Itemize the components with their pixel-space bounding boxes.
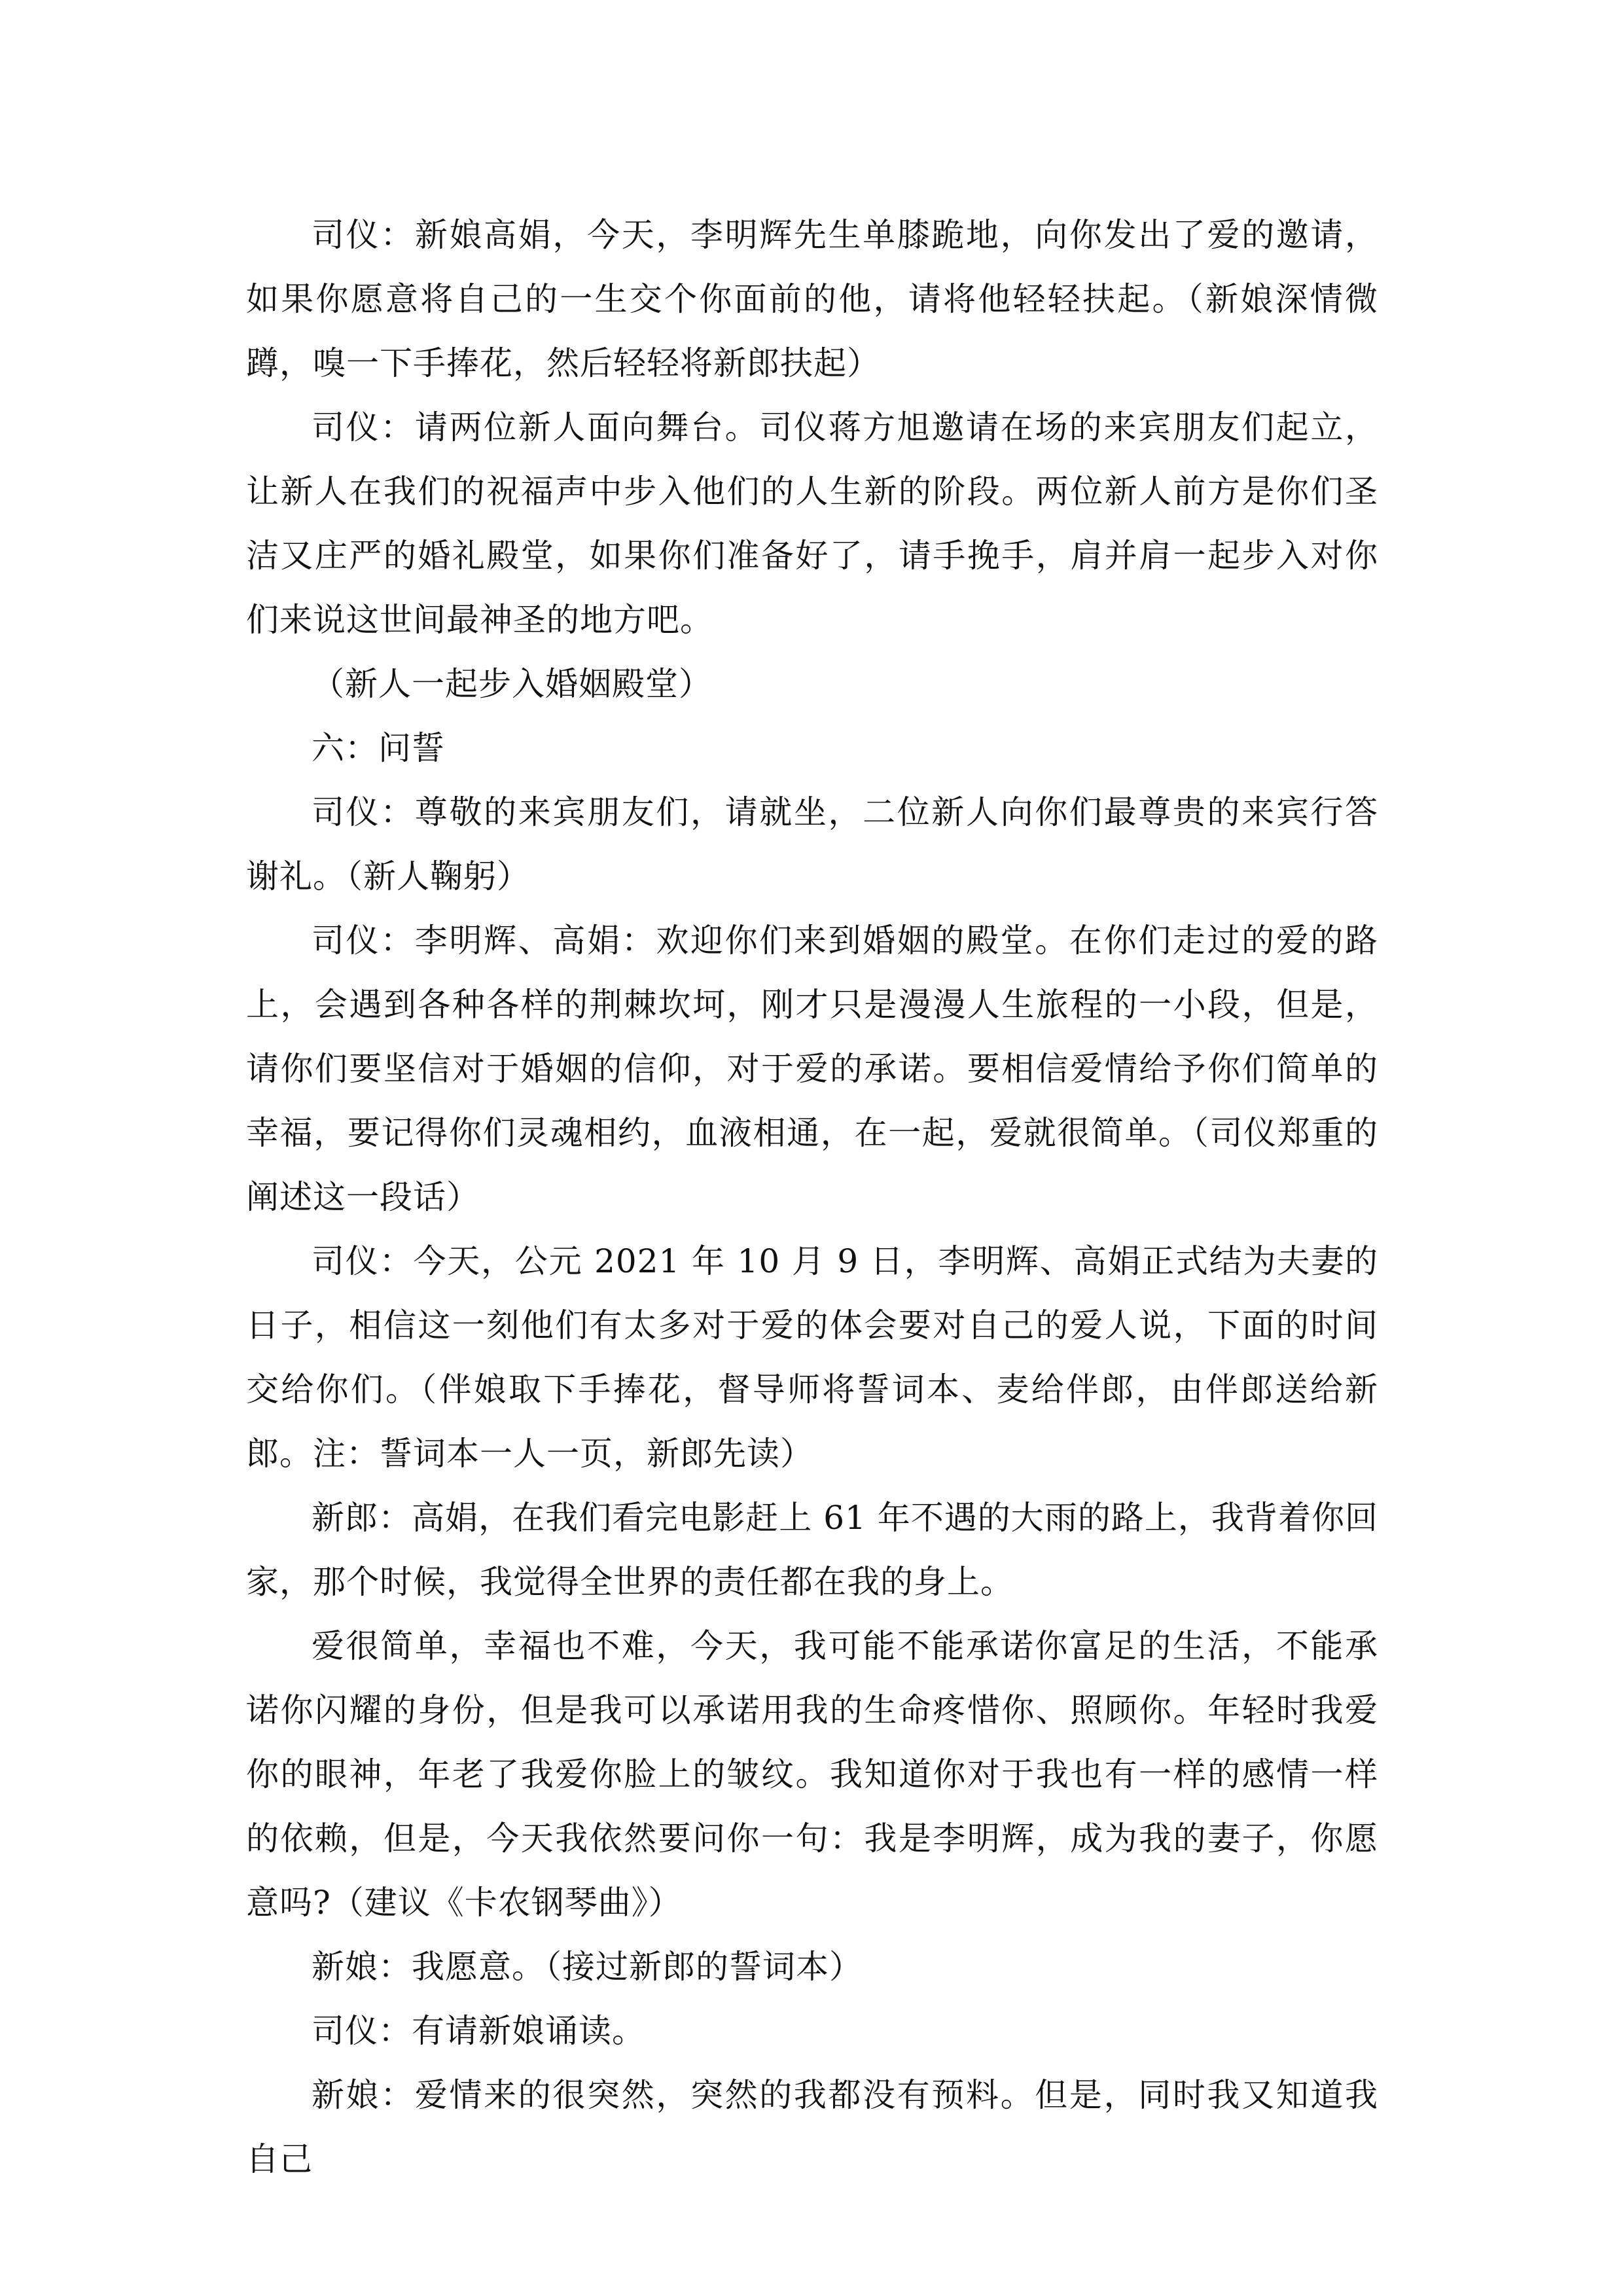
paragraph-welcome-couple: 司仪：李明辉、高娟：欢迎你们来到婚姻的殿堂。在你们走过的爱的路上，会遇到各种各样的荆棘坎坷，刚才只是漫漫人生旅程的一小段，但是，请你们要坚信对于婚姻的信仰，对于爱的承诺。要相信爱情给予你们简单的幸福，要记得你们灵魂相约，血液相通，在一起，爱就很简单。（司仪郑重的阐述这一段话）	[246, 922, 1378, 1216]
paragraph-groom-vow-1: 新郎：高娟，在我们看完电影赶上 61 年不遇的大雨的路上，我背着你回家，那个时候，我觉得全世界的责任都在我的身上。	[246, 1499, 1378, 1601]
section-heading-vows: 六：问誓	[312, 729, 445, 767]
paragraph-bride-answer: 新娘：我愿意。（接过新郎的誓词本）	[312, 1948, 863, 1986]
paragraph-enter-hall: 司仪：请两位新人面向舞台。司仪蒋方旭邀请在场的来宾朋友们起立，让新人在我们的祝福声中步入他们的人生新的阶段。两位新人前方是你们圣洁又庄严的婚礼殿堂，如果你们准备好了，请手挽手，肩并肩一起步入对你们来说这世间最神圣的地方吧。	[246, 408, 1378, 639]
paragraph-stage-direction: （新人一起步入婚姻殿堂）	[312, 665, 712, 703]
paragraph-bride-vow: 新娘：爱情来的很突然，突然的我都没有预料。但是，同时我又知道我自己	[246, 2076, 1378, 2178]
paragraph-thank-guests: 司仪：尊敬的来宾朋友们，请就坐，二位新人向你们最尊贵的来宾行答谢礼。（新人鞠躬）	[246, 793, 1378, 895]
paragraph-bride-lift-groom: 司仪：新娘高娟，今天，李明辉先生单膝跪地，向你发出了爱的邀请，如果你愿意将自己的一生交个你面前的他，请将他轻轻扶起。（新娘深情微蹲，嗅一下手捧花，然后轻轻将新郎扶起）	[246, 216, 1378, 382]
paragraph-groom-vow-2: 爱很简单，幸福也不难，今天，我可能不能承诺你富足的生活，不能承诺你闪耀的身份，但是我可以承诺用我的生命疼惜你、照顾你。年轻时我爱你的眼神，年老了我爱你脸上的皱纹。我知道你对于我也有一样的感情一样的依赖，但是，今天我依然要问你一句：我是李明辉，成为我的妻子，你愿意吗?（建议《卡农钢琴曲》）	[246, 1627, 1378, 1922]
paragraph-invite-bride: 司仪：有请新娘诵读。	[312, 2012, 645, 2050]
document-page	[246, 203, 1378, 2191]
paragraph-date-announcement: 司仪：今天，公元 2021 年 10 月 9 日，李明辉、高娟正式结为夫妻的日子，相信这一刻他们有太多对于爱的体会要对自己的爱人说，下面的时间交给你们。（伴娘取下手捧花，督导师将誓词本、麦给伴郎，由伴郎送给新郎。注：誓词本一人一页，新郎先读）	[246, 1242, 1378, 1473]
